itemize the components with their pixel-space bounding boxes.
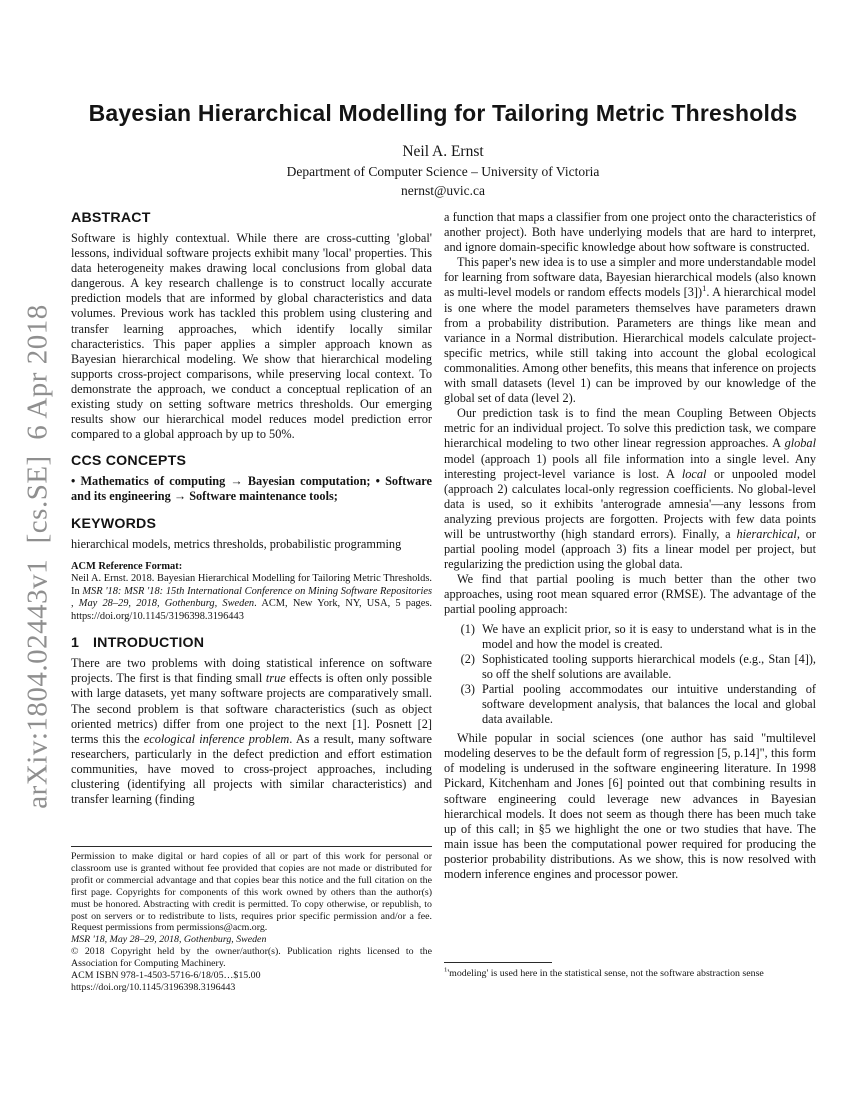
acm-reference-text: Neil A. Ernst. 2018. Bayesian Hierarchical Modelling for Tailoring Metric Thresholds. In MSR '18: MSR '18: 15th International Conference on Mining Software Repositories , May 28–29, 2018, Gothenburg, Sweden. ACM, New York, NY, USA, 5 pages. https://doi.org/10.1145/3196398.3196443 [71, 572, 433, 623]
paper-title: Bayesian Hierarchical Modelling for Tailoring Metric Thresholds [88, 100, 798, 126]
paragraph-social-sciences: While popular in social sciences (one author has said "multilevel modeling deserves to be the default form of regression [5, p.14]", this form of modeling is underused in the software engineering literature. In 1998 Pickard, Kitchenham and Jones [6] pointed out that combining results in software engineering could leverage new advances in Bayesian hierarchical models. It does not seem as though there has been much take up of this call; in §5 we highlight the one or two studies that have. The main issue has been the computational power required for producing the posterior probability distributions. As we show, this is now resolved with modern inference engines and processor power. [444, 731, 816, 882]
list-item-text: Sophisticated tooling supports hierarchical models (e.g., Stan [4]), so off the shelf solutions are available. [482, 651, 816, 681]
list-item-number: (3) [460, 681, 475, 696]
section-title: INTRODUCTION [93, 635, 205, 652]
ccs-heading: CCS CONCEPTS [71, 453, 187, 470]
introduction-heading [71, 635, 432, 651]
list-item-text: Partial pooling accommodates our intuitive understanding of software development analysis, that balances the local and global data available. [482, 681, 816, 727]
introduction-paragraph: There are two problems with doing statistical inference on software projects. The first is that finding small true effects is often only possible with large datasets, yet many software projects are comparatively small. The second problem is that software characteristics (such as object oriented metrics) differ from one project to the next [1]. Posnett [2] terms this the ecological inference problem. As a result, many software researchers, particularly in the defect prediction and effort estimation communities, have moved to cross-project approaches, including clustering (identifying all projects with similar characteristics) and transfer learning (finding [71, 656, 432, 807]
footnote-rule [71, 846, 432, 847]
left-column [71, 210, 432, 807]
modeling-footnote-text: $^1$'modeling' is used here in the statistical sense, not the software abstraction sense [444, 966, 764, 979]
list-item-text: We have an explicit prior, so it is easy to understand what is in the model and how the model is created. [482, 621, 816, 651]
paper-header [70, 100, 816, 200]
abstract-text: Software is highly contextual. While there are cross-cutting 'global' lessons, individual software projects exhibit many 'local' properties. This data heterogeneity makes drawing local conclusions from global data dangerous. A key research challenge is to construct locally accurate prediction models that are informed by global characteristics and data volumes. Previous work has tackled this problem using clustering and transfer learning approaches, which identify locally similar characteristics. This paper applies a simpler approach known as Bayesian hierarchical modeling. We show that hierarchical modeling supports cross-project comparisons, while preserving local context. To demonstrate the approach, we conduct a conceptual replication of an existing study on setting software metrics thresholds. Our emerging results show our hierarchical model reduces model prediction error compared to a global approach by up to 50%. [71, 231, 432, 442]
ccs-text: • Mathematics of computing → Bayesian computation; • Software and its engineering → Software maintenance tools; [71, 474, 432, 504]
author-affiliation: Department of Computer Science – University of Victoria [286, 164, 600, 179]
footnote-isbn: ACM ISBN 978-1-4503-5716-6/18/05…$15.00 [71, 970, 261, 982]
right-column [444, 210, 816, 882]
arxiv-stamp: arXiv:1804.02443v1 [cs.SE] 6 Apr 2018 [21, 304, 54, 809]
paragraph-continuation: a function that maps a classifier from one project onto the characteristics of another project). Both have underlying models that are hard to interpret, and ignore domain-specific knowledge about how software is constructed. [444, 210, 816, 255]
paragraph-partial-pooling: We find that partial pooling is much better than the other two approaches, using root mean squared error (RMSE). The advantage of the partial pooling approach: [444, 572, 816, 617]
author-email-link[interactable]: nernst@uvic.ca [400, 183, 486, 198]
paragraph-new-idea: This paper's new idea is to use a simpler and more understandable model for learning from software data, Bayesian hierarchical models (also known as multi-level models or random effects models [3])$^1$. A hierarchical model is one where the model parameters themselves have parameters drawn from a probability distribution. Parameters are things like mean and variance in a Normal distribution. Hierarchical models calculate project-specific metrics, while still taking into account the global ecological commonalities. Among other benefits, this means that inference on projects with small datasets (level 1) can be improved by our knowledge of the global set of data (level 2). [444, 255, 816, 406]
copyright-footnote-block [71, 846, 432, 994]
list-item [456, 652, 816, 682]
footnote-copyright: © 2018 Copyright held by the owner/author(s). Publication rights licensed to the Association for Computing Machinery. [71, 946, 432, 970]
abstract-heading: ABSTRACT [71, 210, 151, 226]
list-item [456, 682, 816, 727]
paragraph-prediction-task: Our prediction task is to find the mean Coupling Between Objects metric for an individual project. To solve this prediction task, we compare hierarchical modeling to two other linear regression approaches. A global model (approach 1) pools all file information into a single level. Any interesting project-level variance is lost. A local or unpooled model (approach 2) calculates local-only regression coefficients. No global-level data is used, so it exhibits 'anterograde amnesia'—any lessons from analyzing previous projects are forgotten. Projects with few data points will be untrustworthy (high standard errors). Finally, a hierarchical, or partial pooling model (approach 3) fits a linear model per project, but regularizing the prediction using the global data. [444, 406, 816, 572]
numbered-list [456, 622, 816, 728]
permission-text: Permission to make digital or hard copies of all or part of this work for personal or classroom use is granted without fee provided that copies are not made or distributed for profit or commercial advantage and that copies bear this notice and the full citation on the first page. Copyrights for components of this work owned by others than the author(s) must be honored. Abstracting with credit is permitted. To copy otherwise, or republish, to post on servers or to redistribute to lists, requires prior specific permission and/or a fee. Request permissions from permissions@acm.org. [71, 851, 432, 934]
list-item-number: (1) [460, 621, 475, 636]
footnote-doi-link[interactable]: https://doi.org/10.1145/3196398.3196443 [71, 981, 236, 993]
list-item [456, 622, 816, 652]
modeling-footnote-block [444, 962, 816, 980]
footnote-venue: MSR '18, May 28–29, 2018, Gothenburg, Sweden [71, 934, 267, 946]
section-number: 1 [71, 635, 80, 652]
acm-reference-label: ACM Reference Format: [71, 560, 183, 572]
footnote-rule [444, 962, 552, 963]
keywords-heading: KEYWORDS [71, 515, 157, 532]
author-name: Neil A. Ernst [402, 143, 484, 160]
keywords-text: hierarchical models, metrics thresholds, probabilistic programming [71, 536, 402, 551]
list-item-number: (2) [460, 651, 475, 666]
